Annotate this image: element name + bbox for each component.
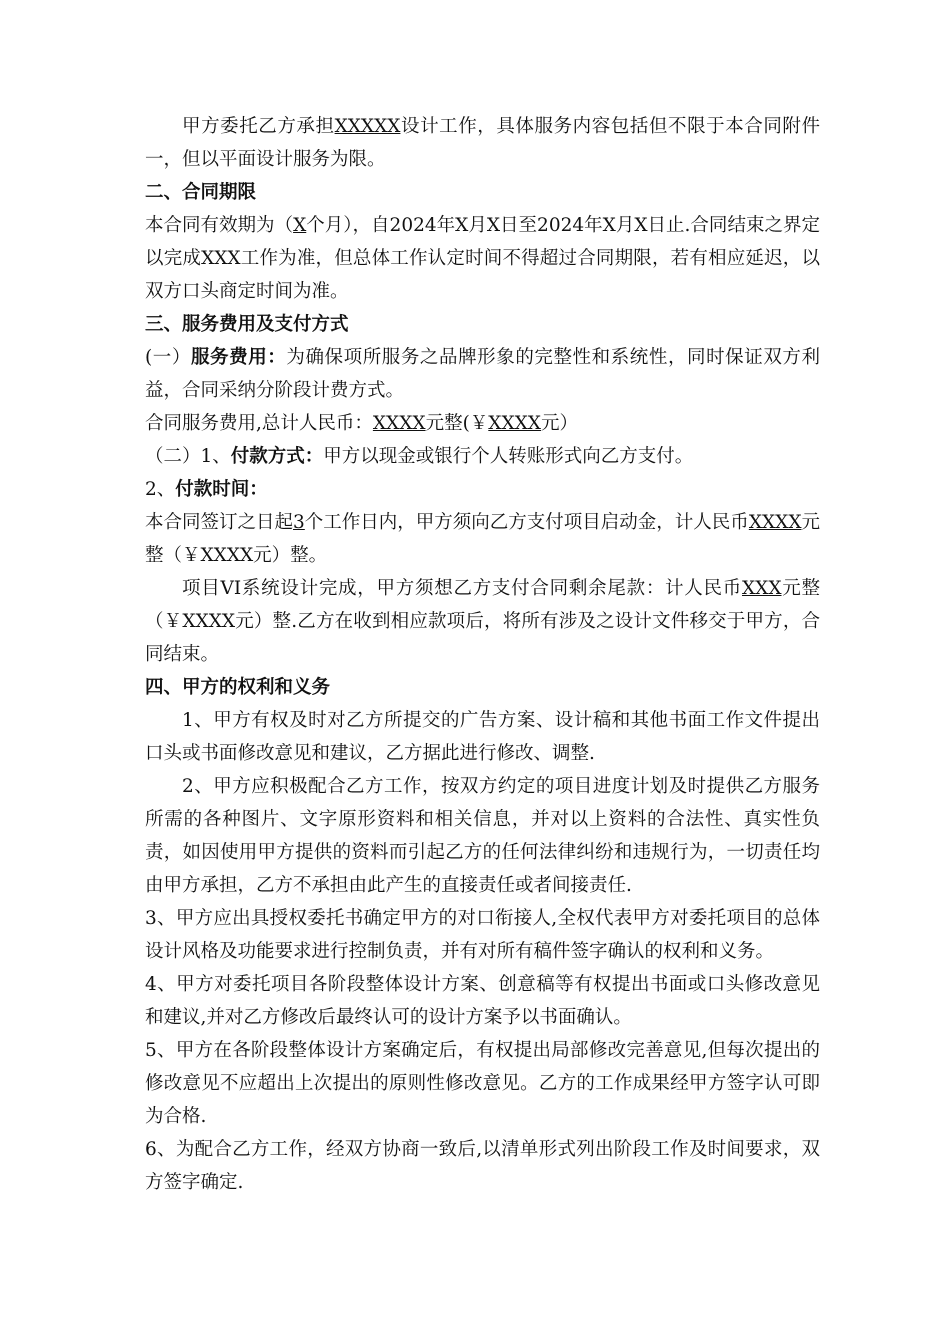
text-run: 个工作日内，甲方须向乙方支付项目启动金，计人民币 — [304, 512, 749, 533]
text-run: 元整（￥XXXX元）整。 — [145, 512, 821, 566]
underlined-placeholder: X — [293, 215, 307, 236]
text-run: 元整（￥XXXX元）整.乙方在收到相应款项后，将所有涉及之设计文件移交于甲方，合同结束。 — [145, 578, 820, 665]
text-run: 2、 — [145, 479, 176, 500]
payment-time-paragraph — [145, 473, 820, 506]
text-run: 甲方以现金或银行个人转账形式向乙方支付。 — [323, 446, 694, 467]
term-paragraph — [145, 209, 820, 308]
text-run: 设计工作，具体服务内容包括但不限于本合同附件一，但以平面设计服务为限。 — [145, 116, 820, 170]
rights-item-1: 1、甲方有权及时对乙方所提交的广告方案、设计稿和其他书面工作文件提出口头或书面修改意见和建议，乙方据此进行修改、调整. — [145, 710, 820, 764]
text-run: （二）1、 — [145, 446, 231, 467]
bold-label: 付款时间： — [175, 479, 268, 500]
rights-item-2: 2、甲方应积极配合乙方工作，按双方约定的项目进度计划及时提供乙方服务所需的各种图片、文字原形资料和相关信息，并对以上资料的合法性、真实性负责，如因使用甲方提供的资料而引起乙方的任何法律纠纷和违规行为，一切责任均由甲方承担，乙方不承担由此产生的直接责任或者间接责任. — [145, 776, 820, 896]
underlined-placeholder: 3 — [293, 512, 305, 533]
final-payment-paragraph — [145, 572, 820, 671]
text-run: 元） — [540, 413, 578, 434]
rights-item-6: 6、为配合乙方工作，经双方协商一致后,以清单形式列出阶段工作及时间要求，双方签字确定. — [145, 1139, 820, 1193]
section-heading-term: 二、合同期限 — [145, 182, 257, 203]
underlined-placeholder: XXXX — [488, 413, 541, 434]
text-run: 个月），自2024年X月X日至2024年X月X日止.合同结束之界定以完成XXX工作为准，但总体工作认定时间不得超过合同期限，若有相应延迟，以双方口头商定时间为准。 — [145, 215, 820, 302]
underlined-placeholder: XXXXX — [334, 116, 401, 137]
underlined-placeholder: XXX — [742, 578, 782, 599]
payment-method-paragraph — [145, 440, 820, 473]
text-run: (一） — [145, 347, 191, 368]
text-run: 合同服务费用,总计人民币： — [145, 413, 373, 434]
section-heading-rights: 四、甲方的权利和义务 — [145, 677, 331, 698]
bold-label: 付款方式： — [230, 446, 324, 467]
start-payment-paragraph — [145, 506, 820, 572]
section-heading-fees: 三、服务费用及支付方式 — [145, 314, 349, 335]
underlined-placeholder: XXXX — [372, 413, 426, 434]
rights-item-4: 4、甲方对委托项目各阶段整体设计方案、创意稿等有权提出书面或口头修改意见和建议,并对乙方修改后最终认可的设计方案予以书面确认。 — [145, 974, 820, 1028]
text-run: 项目VI系统设计完成，甲方须想乙方支付合同剩余尾款：计人民币 — [182, 578, 742, 599]
text-run: 元整(￥ — [425, 413, 489, 434]
text-run: 甲方委托乙方承担 — [182, 116, 335, 137]
underlined-placeholder: XXXX — [748, 512, 802, 533]
service-fee-paragraph — [145, 341, 820, 407]
scope-paragraph — [145, 110, 820, 176]
bold-label: 服务费用： — [190, 347, 287, 368]
rights-item-3: 3、甲方应出具授权委托书确定甲方的对口衔接人,全权代表甲方对委托项目的总体设计风格及功能要求进行控制负责，并有对所有稿件签字确认的权利和义务。 — [145, 908, 820, 962]
text-run: 本合同有效期为（ — [145, 215, 294, 236]
text-run: 为确保项所服务之品牌形象的完整性和系统性，同时保证双方利益，合同采纳分阶段计费方式。 — [145, 347, 820, 401]
total-fee-paragraph — [145, 407, 820, 440]
text-run: 本合同签订之日起 — [145, 512, 294, 533]
rights-item-5: 5、甲方在各阶段整体设计方案确定后，有权提出局部修改完善意见,但每次提出的修改意见不应超出上次提出的原则性修改意见。乙方的工作成果经甲方签字认可即为合格. — [145, 1040, 820, 1127]
